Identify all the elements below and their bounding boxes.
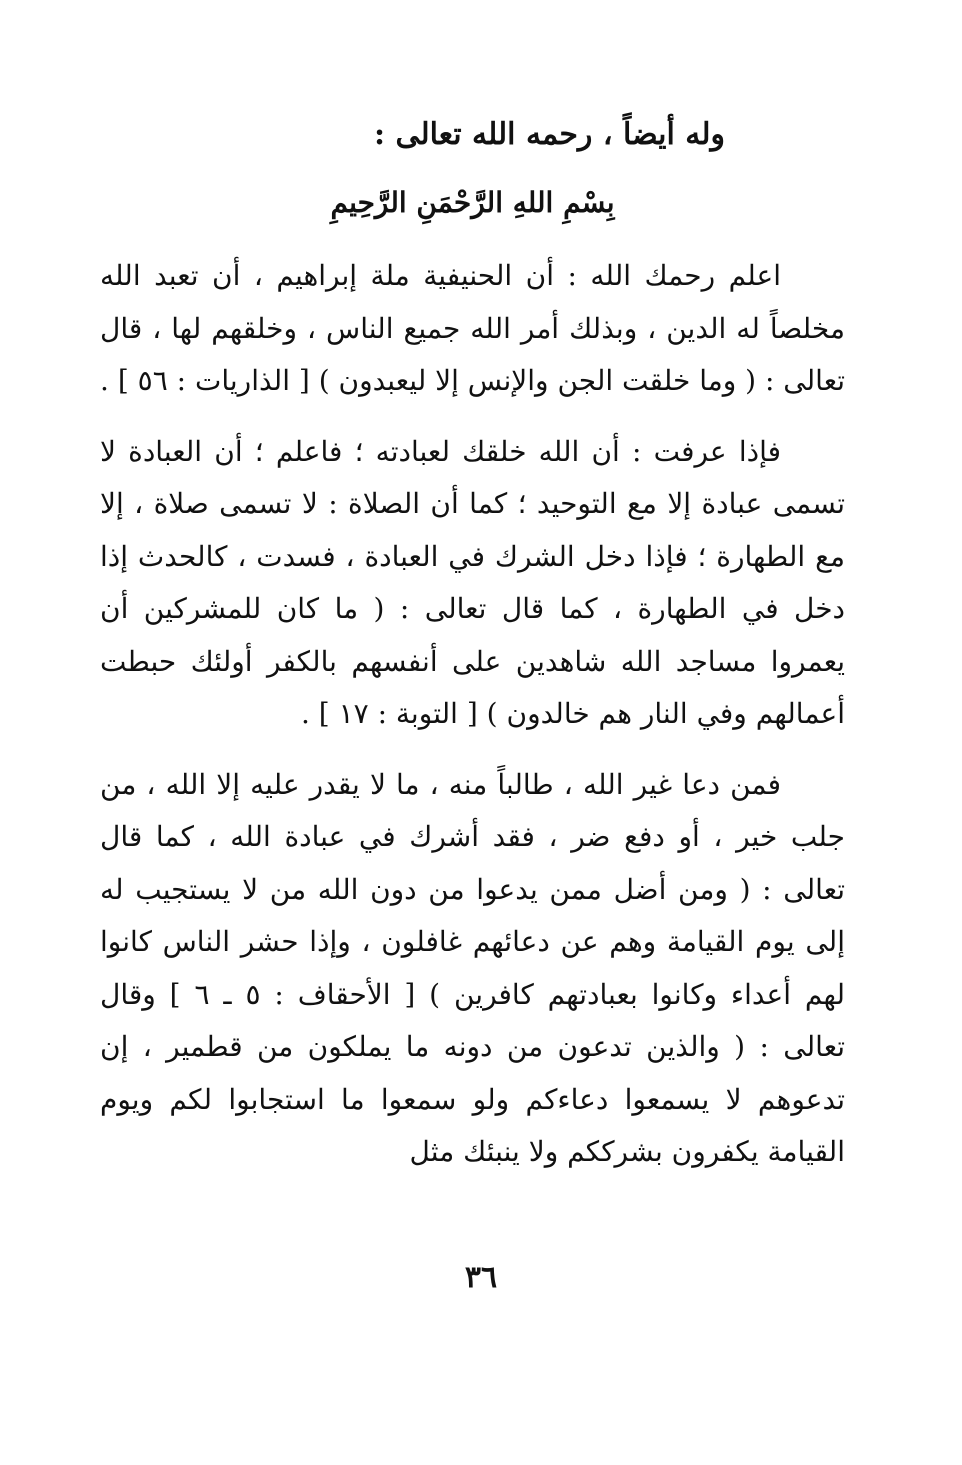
paragraph-2: فإذا عرفت : أن الله خلقك لعبادته ؛ فاعلم ؛ أن العبادة لا تسمى عبادة إلا مع التوحيد ؛ كما أن الصلاة : لا تسمى صلاة ، إلا مع الطهارة ؛ فإذا دخل الشرك في العبادة ، فسدت ، كالحدث إذا دخل في الطهارة ، كما قال تعالى : ( ما كان للمشركين أن يعمروا مساجد الله شاهدين على أنفسهم بالكفر أولئك حبطت أعمالهم وفي النار هم خالدون ) [ التوبة : ١٧ ] .: [100, 434, 846, 730]
section-heading: وله أيضاً ، رحمه الله تعالى :: [373, 117, 725, 152]
page-number: ٣٦: [464, 1260, 498, 1295]
basmala: بِسْمِ اللهِ الرَّحْمَنِ الرَّحِيمِ: [330, 186, 615, 219]
page-body: [100, 110, 845, 1197]
paragraph-1: اعلم رحمك الله : أن الحنيفية ملة إبراهيم ، أن تعبد الله مخلصاً له الدين ، وبذلك أمر الله جميع الناس ، وخلقهم لها ، قال تعالى : ( وما خلقت الجن والإنس إلا ليعبدون ) [ الذاريات : ٥٦ ] .: [100, 259, 845, 397]
paragraph-3: فمن دعا غير الله ، طالباً منه ، ما لا يقدر عليه إلا الله ، من جلب خير ، أو دفع ضر ، فقد أشرك في عبادة الله ، كما قال تعالى : ( ومن أضل ممن يدعوا من دون الله من لا يستجيب له إلى يوم القيامة وهم عن دعائهم غافلون ، وإذا حشر الناس كانوا لهم أعداء وكانوا بعبادتهم كافرين ) [ الأحقاف : ٥ ـ ٦ ] وقال تعالى : ( والذين تدعون من دونه ما يملكون من قطمير ، إن تدعوهم لا يسمعوا دعاءكم ولو سمعوا ما استجابوا لكم ويوم القيامة يكفرون بشرككم ولا ينبئك مثل: [100, 767, 845, 1168]
